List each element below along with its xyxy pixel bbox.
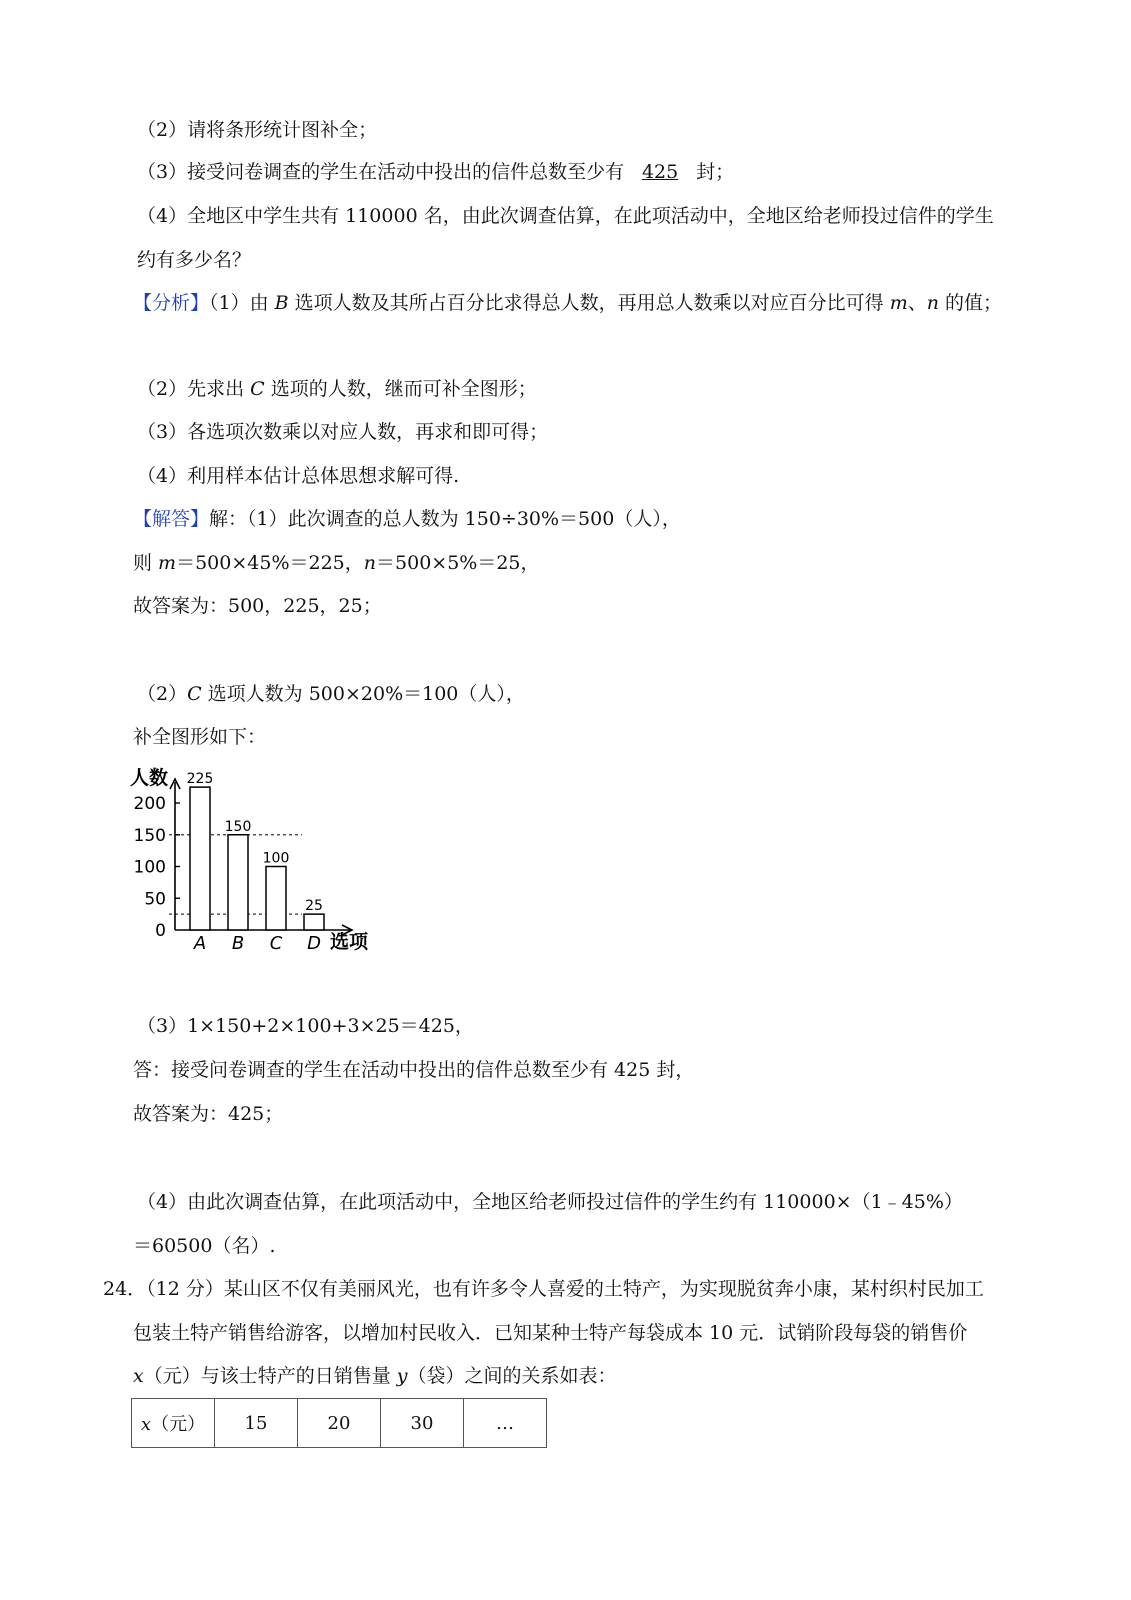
question-2: （2）请将条形统计图补全； bbox=[137, 119, 378, 141]
y-tick-label: 150 bbox=[133, 825, 166, 846]
bar-chart bbox=[130, 762, 390, 962]
question-3: （3）接受问卷调查的学生在活动中投出的信件总数至少有 425 封； bbox=[137, 158, 734, 186]
category-label: A bbox=[193, 933, 207, 954]
y-tick-label: 50 bbox=[144, 889, 166, 910]
table-header-cell: x（元） bbox=[132, 1399, 215, 1448]
price-table bbox=[131, 1398, 547, 1448]
answer-d2: ＝60500（名）. bbox=[133, 1235, 276, 1257]
category-label: C bbox=[269, 933, 283, 954]
table-cell: 30 bbox=[381, 1399, 464, 1448]
category-label: D bbox=[307, 933, 321, 954]
table-cell: … bbox=[464, 1399, 547, 1448]
bar bbox=[266, 867, 286, 931]
answer-a3: 故答案为：500，225，25； bbox=[133, 595, 382, 617]
analysis-p1: 【分析】（1）由 B 选项人数及其所占百分比求得总人数，再用总人数乘以对应百分比可得 m、n 的值； bbox=[133, 292, 1003, 314]
question-4-line1: （4）全地区中学生共有 110000 名，由此次调查估算，在此项活动中，全地区给老师投过信件的学生 bbox=[137, 205, 994, 227]
bar-value-label: 225 bbox=[186, 771, 214, 788]
bar-value-label: 150 bbox=[224, 818, 252, 835]
answer-b2: 补全图形如下： bbox=[133, 726, 267, 748]
answer-c3: 故答案为：425； bbox=[133, 1103, 284, 1125]
answer-c1: （3）1×150+2×100+3×25＝425， bbox=[137, 1015, 474, 1037]
answer-c2: 答：接受问卷调查的学生在活动中投出的信件总数至少有 425 封， bbox=[133, 1059, 695, 1081]
y-axis-title: 人数 bbox=[130, 767, 169, 789]
question-24-line2: 包装土特产销售给游客，以增加村民收入．已知某种士特产每袋成本 10 元．试销阶段每袋的销售价 bbox=[133, 1322, 968, 1344]
analysis-p3: （3）各选项次数乘以对应人数，再求和即可得； bbox=[137, 421, 549, 443]
answer-a2: 则 m＝500×45%＝225，n＝500×5%＝25， bbox=[133, 552, 540, 574]
analysis-tag: 【分析】 bbox=[133, 292, 210, 314]
analysis-p4: （4）利用样本估计总体思想求解可得. bbox=[137, 465, 460, 487]
question-4-line2: 约有多少名？ bbox=[137, 249, 252, 271]
answer-b1: （2）C 选项人数为 500×20%＝100（人）， bbox=[137, 683, 525, 705]
answer-d1: （4）由此次调查估算，在此项活动中，全地区给老师投过信件的学生约有 110000×（1﹣45%） bbox=[137, 1191, 963, 1213]
bar-value-label: 100 bbox=[262, 850, 290, 867]
category-label: B bbox=[231, 933, 245, 954]
y-tick-label: 100 bbox=[133, 857, 166, 878]
answer-blank: 425 bbox=[641, 161, 679, 183]
table-cell: 20 bbox=[298, 1399, 381, 1448]
bar bbox=[304, 914, 324, 930]
answer-a1: 【解答】解：（1）此次调查的总人数为 150÷30%＝500（人）， bbox=[133, 508, 681, 530]
answer-tag: 【解答】 bbox=[133, 508, 210, 530]
y-tick-label: 200 bbox=[133, 794, 166, 814]
table-row bbox=[132, 1399, 547, 1448]
y-tick-label: 0 bbox=[155, 921, 166, 941]
analysis-p2: （2）先求出 C 选项的人数，继而可补全图形； bbox=[137, 378, 537, 400]
x-axis-title: 选项 bbox=[330, 931, 369, 953]
bar bbox=[190, 787, 210, 930]
bar-value-label: 25 bbox=[305, 898, 323, 915]
bar bbox=[228, 835, 248, 930]
table-cell: 15 bbox=[215, 1399, 298, 1448]
question-24-line3: x（元）与该士特产的日销售量 y（袋）之间的关系如表： bbox=[133, 1365, 617, 1387]
question-24-line1: 24．（12 分）某山区不仅有美丽风光，也有许多令人喜爱的土特产，为实现脱贫奔小康，某村织村民加工 bbox=[103, 1278, 984, 1300]
